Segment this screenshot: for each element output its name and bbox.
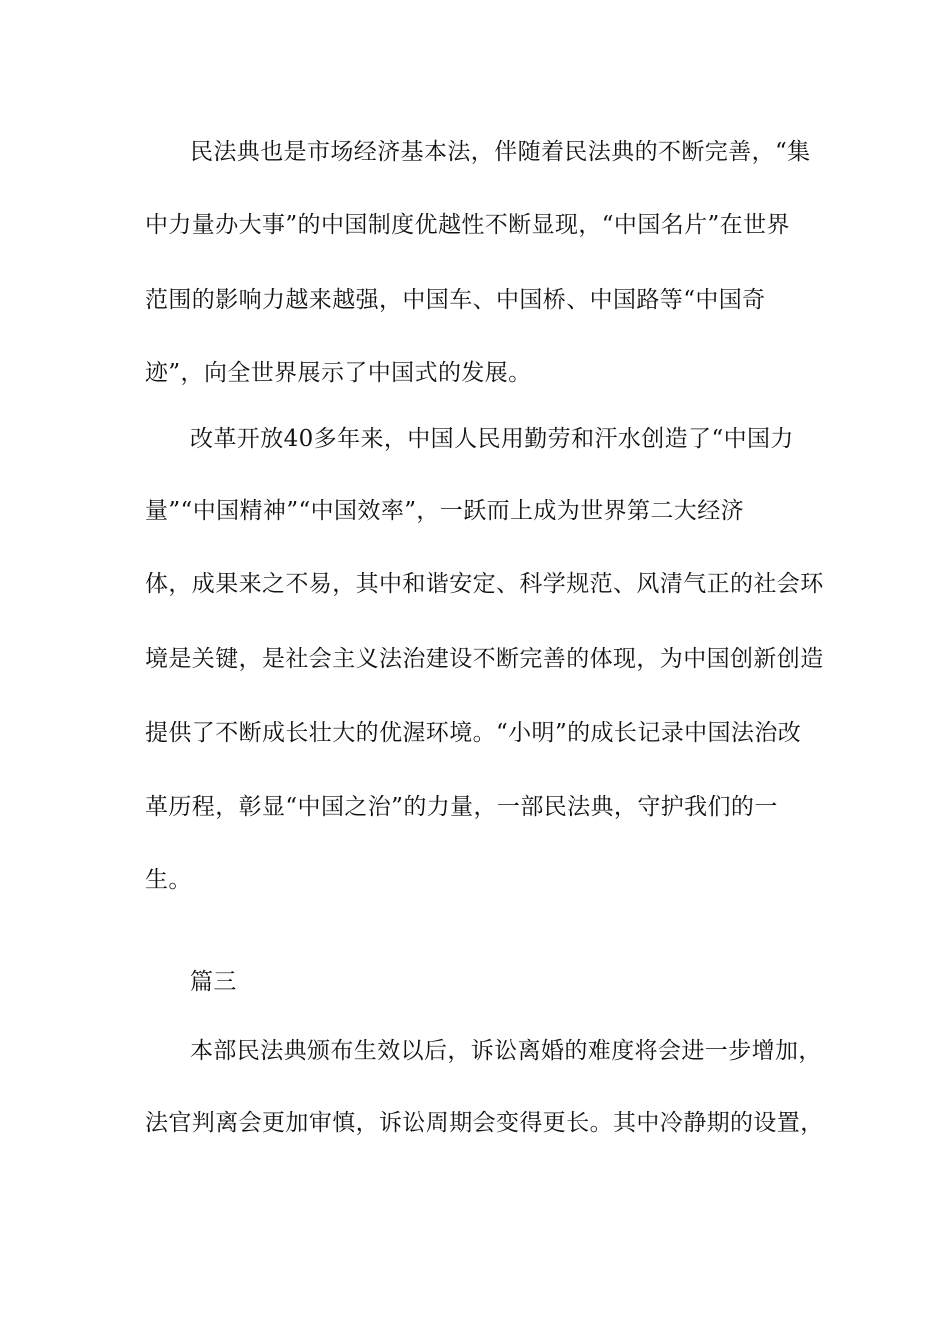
paragraph-2-line-7: 生。	[145, 867, 192, 893]
paragraph-2-line-6: 革历程，彰显“中国之治”的力量，一部民法典，守护我们的一	[145, 794, 778, 820]
paragraph-2-line-3: 体，成果来之不易，其中和谐安定、科学规范、风清气正的社会环	[145, 571, 824, 597]
paragraph-3-line-2: 法官判离会更加审慎，诉讼周期会变得更长。其中冷静期的设置，	[145, 1110, 824, 1136]
paragraph-3-line-1: 本部民法典颁布生效以后，诉讼离婚的难度将会进一步增加，	[190, 1038, 822, 1064]
paragraph-2-line-1: 改革开放40多年来，中国人民用勤劳和汗水创造了“中国力	[190, 426, 794, 452]
paragraph-1-line-3: 范围的影响力越来越强，中国车、中国桥、中国路等“中国奇	[145, 287, 766, 313]
paragraph-1-line-1: 民法典也是市场经济基本法，伴随着民法典的不断完善，“集	[190, 139, 811, 165]
paragraph-2-line-5: 提供了不断成长壮大的优渥环境。“小明”的成长记录中国法治改	[145, 720, 802, 746]
paragraph-1-line-4: 迹”，向全世界展示了中国式的发展。	[145, 360, 532, 386]
paragraph-2-line-2: 量”“中国精神”“中国效率”，一跃而上成为世界第二大经济	[145, 498, 744, 524]
paragraph-2-line-4: 境是关键，是社会主义法治建设不断完善的体现，为中国创新创造	[145, 646, 824, 672]
section-heading: 篇三	[190, 969, 237, 995]
paragraph-1-line-2: 中力量办大事”的中国制度优越性不断显现，“中国名片”在世界	[145, 212, 790, 238]
